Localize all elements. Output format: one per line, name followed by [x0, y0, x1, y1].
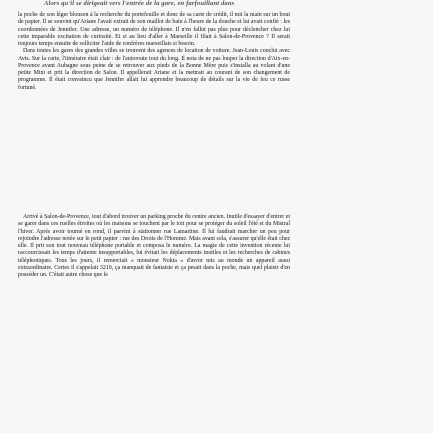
paragraph: Dans toutes les gares des grandes villes se trouvent des agences de location de voiture. Jean-Louis conclut avec Avis. Sur la carte, l'itinéraire était clair : de l'autoroute tout du long. Il nota de ne pas louper la direction d'Aix-en-Provence avant Aubagne sous peine de se retrouver aux pieds de la Bonne Mère puis s'installa au volant d'une petite Mini et prit la direction de Salon. Il appellerait Ariane et la mettrait au courant de son changement de programme. Il était convaincu que Jennifer allait lui apprendre beaucoup de détails sur la vie de feu ce russe fortuné. [18, 48, 290, 91]
paragraph: la poche de son léger blouson à la recherche du portefeuille et donc de sa carte de crédit, il mit la main sur un bout de papier. Il se souvint qu'Ariane l'avait extrait de son maillot de bain à l'heure de la douche et lui avait confié : les coordonnées de Jennifer. Une adresse, un numéro de téléphone. Il n'en fallut pas plus pour déclencher chez lui cette imparable excitation de curiosité. Et si au lieu d'aller à Marseille il filait à Salon-de-Provence ? Il serait toujours temps ensuite de solliciter l'aide de confrères marseillais si besoin. [18, 12, 290, 47]
text-block-1 [18, 12, 290, 92]
text-block-2 [18, 214, 290, 279]
paragraph: Arrivé à Salon-de-Provence, tout d'abord trouver un parking proche du centre ancien. Inutile d'essayer d'entrer et se garer dans ces ruelles étroites où les maisons se touchent par le toit pour se protéger du soleil l'été et du Mistral l'hiver. Après avoir tourné en rond, il parvint à stationner rue Lamartine. Il lui faudrait marcher un peu pour rejoindre l'adresse notée sur le petit papier : rue des Droits de l'Homme. Mais avant cela, s'assurer qu'elle était chez elle. Il prit son tout nouveau téléphone portable et composa le numéro. La magie de cette invention récente lui raccourcissait les temps d'attente insupportables, lui évitait les déplacements inutiles et les recherches de cabines téléphoniques. Tous les jours, il remerciait « monsieur Nokia » d'avoir mis au monde un appareil aussi extraordinaire. Certes il s'appelait 3210, ça manquait de fantaisie et ça pesait dans la poche, mais quel plaisir d'en posséder un. C'était autre chose que le [18, 214, 290, 278]
running-header: Alors qu'il se dirigeait vers l'entrée de la gare, en farfouillant dans [44, 0, 235, 7]
